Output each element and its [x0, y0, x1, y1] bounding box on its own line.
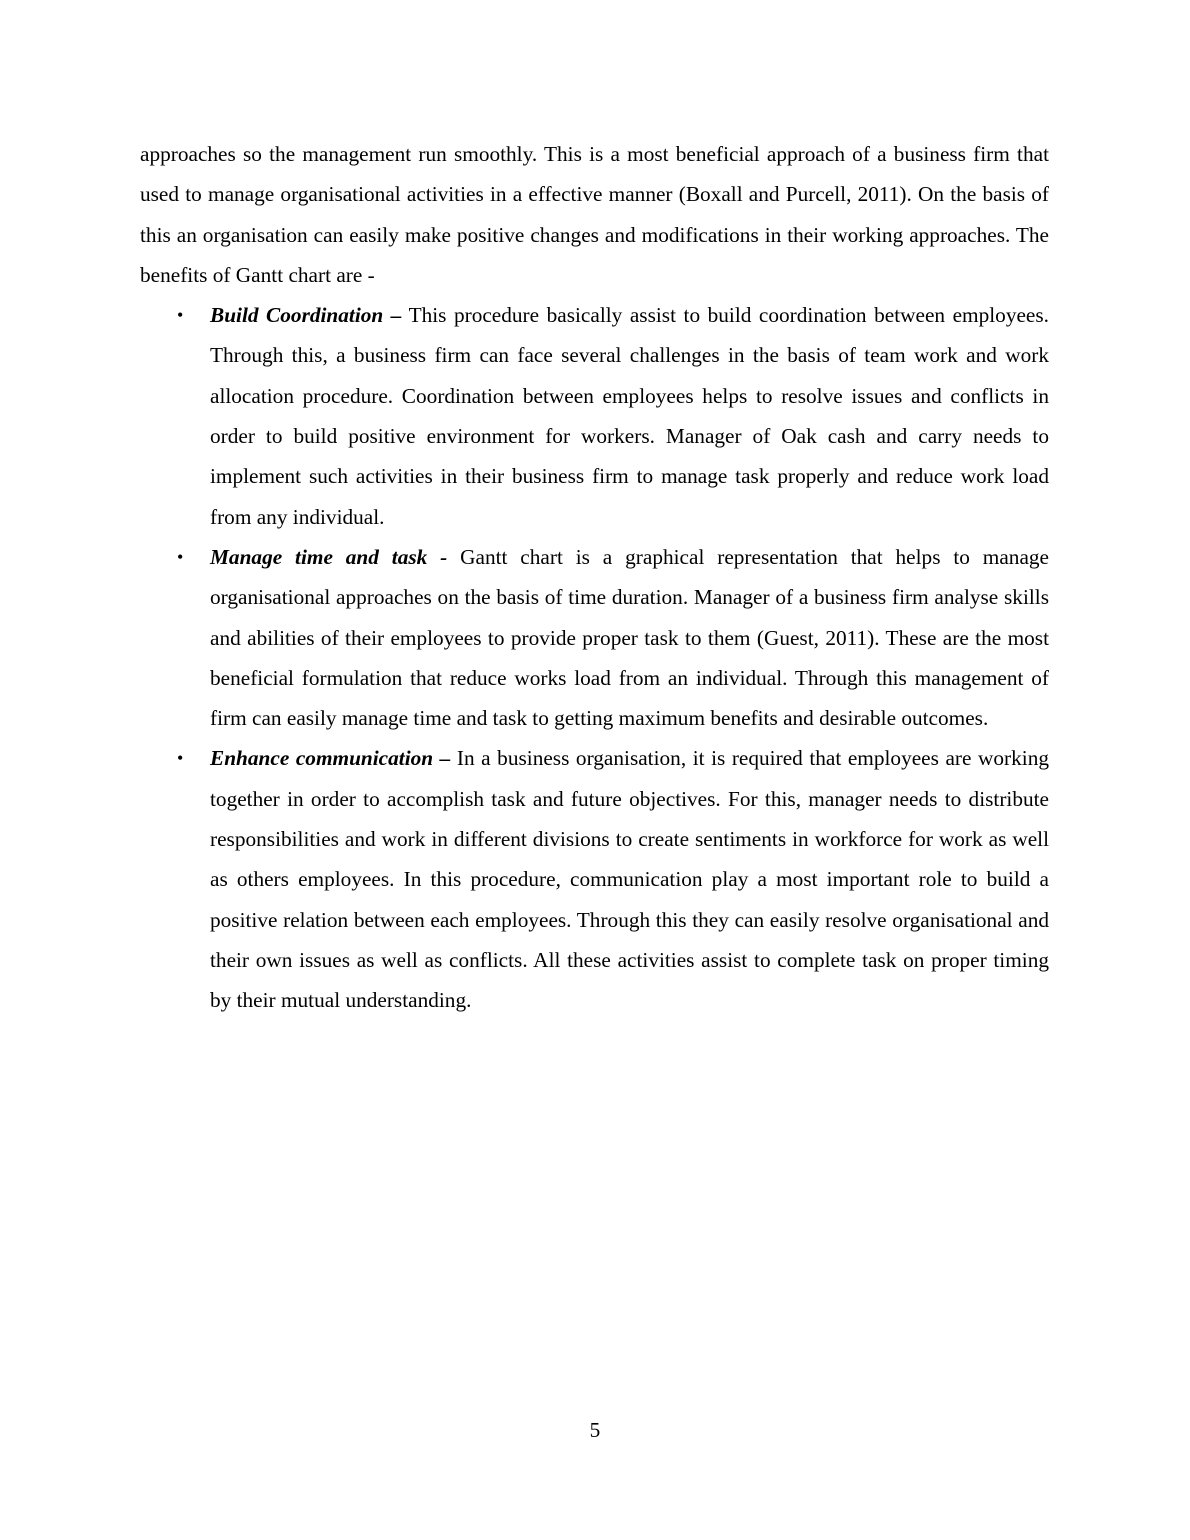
bullet-heading: Enhance communication –	[210, 746, 451, 771]
intro-paragraph: approaches so the management run smoothly. This is a most beneficial approach of a business firm that used to manage organisational activities in a effective manner (Boxall and Purcell, 2011). On the basis of this an organisation can easily make positive changes and modifications in their working approaches. The benefits of Gantt chart are -	[140, 142, 1049, 287]
bullet-heading: Build Coordination –	[210, 303, 402, 328]
bullet-text: In a business organisation, it is required that employees are working together in order to accomplish task and future objectives. For this, manager needs to distribute responsibilities and work in different divisions to create sentiments in workforce for work as well as others employees. In this procedure, communication play a most important role to build a positive relation between each employees. Through this they can easily resolve organisational and their own issues as well as conflicts. All these activities assist to complete task on proper timing by their mutual understanding.	[210, 746, 1050, 1013]
bullet-text: This procedure basically assist to build coordination between employees. Through this, a business firm can face several challenges in the basis of team work and work allocation procedure. Coordination between employees helps to resolve issues and conflicts in order to build positive environment for workers. Manager of Oak cash and carry needs to implement such activities in their business firm to manage task properly and reduce work load from any individual.	[210, 303, 1049, 529]
list-item-build-coordination	[140, 295, 1049, 537]
document-body	[140, 134, 1049, 1021]
bullet-icon: •	[177, 546, 184, 567]
list-item-enhance-communication	[140, 738, 1049, 1020]
bullet-icon: •	[177, 748, 184, 769]
bullet-heading: Manage time and task -	[210, 544, 448, 569]
page-number: 5	[589, 1418, 601, 1442]
bullet-text: Gantt chart is a graphical representation that helps to manage organisational approaches on the basis of time duration. Manager of a business firm analyse skills and abilities of their employees to provide proper task to them (Guest, 2011). These are the most beneficial formulation that reduce works load from an individual. Through this management of firm can easily manage time and task to getting maximum benefits and desirable outcomes.	[210, 544, 1050, 731]
bullet-icon: •	[177, 305, 184, 326]
list-item-manage-time	[140, 537, 1049, 738]
benefits-list	[140, 295, 1049, 1020]
